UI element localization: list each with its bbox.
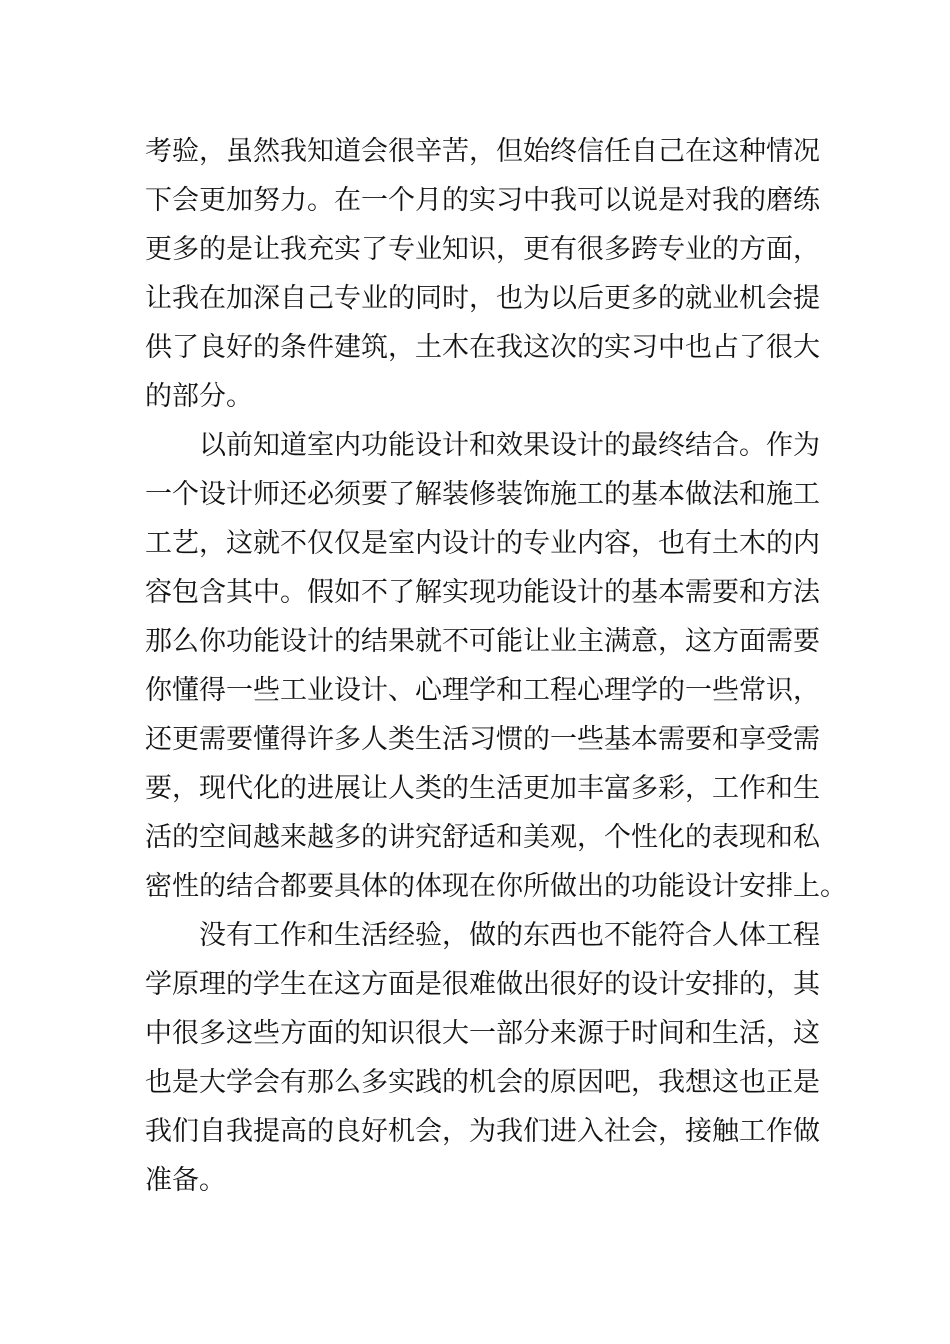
paragraph-1 <box>145 127 820 421</box>
text-line: 的部分。 <box>145 381 253 412</box>
text-line: 考验，虽然我知道会很辛苦，但始终信任自己在这种情况 <box>145 136 820 167</box>
text-line: 以前知道室内功能设计和效果设计的最终结合。作为 <box>199 430 820 461</box>
body-text <box>145 127 847 1205</box>
paragraph-2 <box>145 421 847 911</box>
text-line: 那么你功能设计的结果就不可能让业主满意，这方面需要 <box>145 626 820 657</box>
text-line: 供了良好的条件建筑，土木在我这次的实习中也占了很大 <box>145 332 820 363</box>
text-line: 还更需要懂得许多人类生活习惯的一些基本需要和享受需 <box>145 724 820 755</box>
text-line: 我们自我提高的良好机会，为我们进入社会，接触工作做 <box>145 1116 820 1147</box>
text-line: 中很多这些方面的知识很大一部分来源于时间和生活，这 <box>145 1018 820 1049</box>
text-line: 你懂得一些工业设计、心理学和工程心理学的一些常识， <box>145 675 820 706</box>
text-line: 准备。 <box>145 1165 226 1196</box>
text-line: 也是大学会有那么多实践的机会的原因吧，我想这也正是 <box>145 1067 820 1098</box>
text-line: 容包含其中。假如不了解实现功能设计的基本需要和方法 <box>145 577 820 608</box>
text-line: 活的空间越来越多的讲究舒适和美观，个性化的表现和私 <box>145 822 820 853</box>
text-line: 密性的结合都要具体的体现在你所做出的功能设计安排上。 <box>145 871 847 902</box>
text-line: 学原理的学生在这方面是很难做出很好的设计安排的，其 <box>145 969 820 1000</box>
paragraph-3 <box>145 911 820 1205</box>
text-line: 没有工作和生活经验，做的东西也不能符合人体工程 <box>199 920 820 951</box>
text-line: 要，现代化的进展让人类的生活更加丰富多彩，工作和生 <box>145 773 820 804</box>
text-line: 让我在加深自己专业的同时，也为以后更多的就业机会提 <box>145 283 820 314</box>
text-line: 更多的是让我充实了专业知识，更有很多跨专业的方面， <box>145 234 820 265</box>
text-line: 工艺，这就不仅仅是室内设计的专业内容，也有土木的内 <box>145 528 820 559</box>
text-line: 下会更加努力。在一个月的实习中我可以说是对我的磨练 <box>145 185 820 216</box>
text-line: 一个设计师还必须要了解装修装饰施工的基本做法和施工 <box>145 479 820 510</box>
